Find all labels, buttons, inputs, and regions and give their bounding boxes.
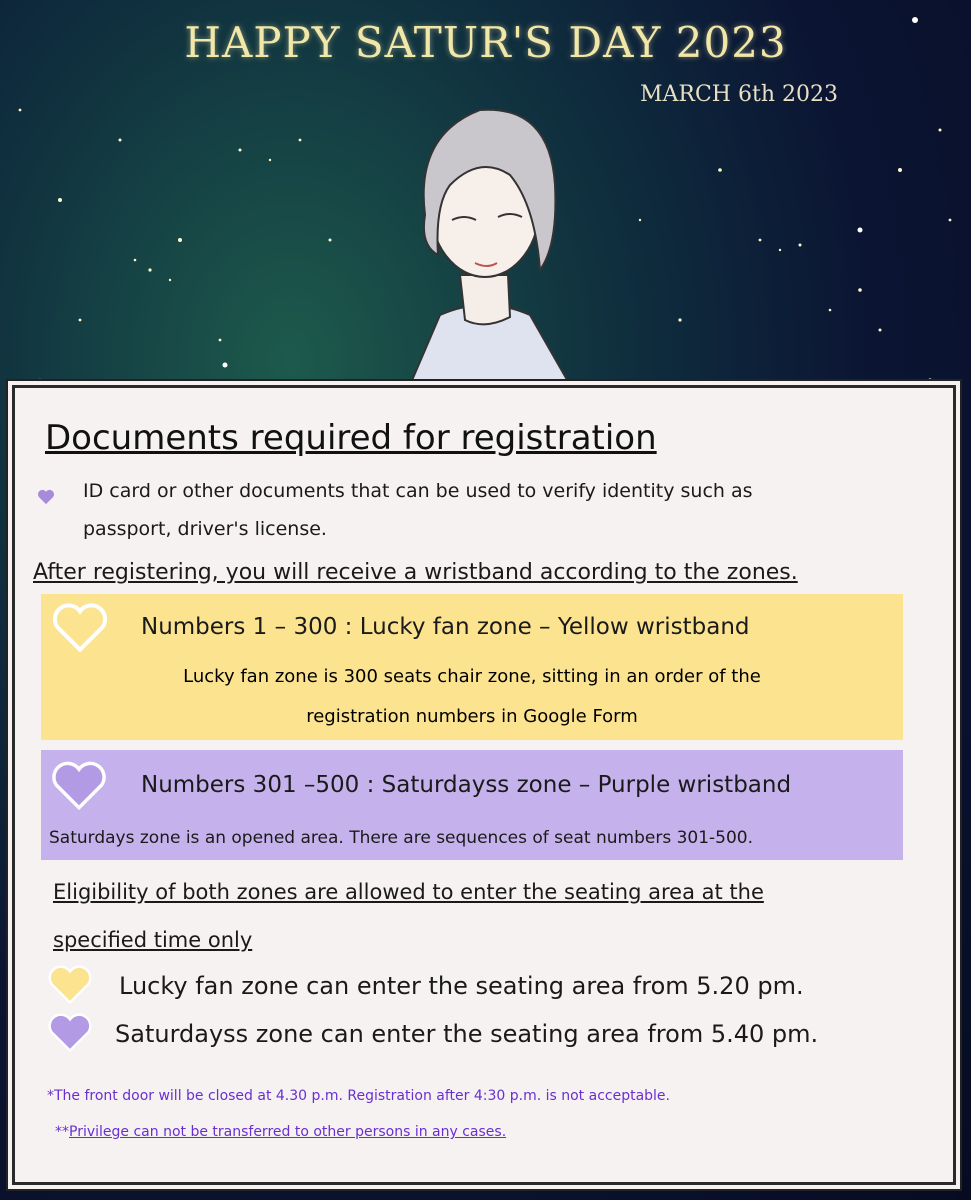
section-heading: Documents required for registration bbox=[45, 418, 657, 458]
registration-info-card bbox=[12, 385, 956, 1185]
purple-heart-icon bbox=[45, 1012, 95, 1054]
lucky-zone-panel bbox=[41, 594, 903, 740]
after-registering-text: After registering, you will receive a wristband according to the zones. bbox=[33, 560, 798, 585]
yellow-heart-icon bbox=[45, 964, 95, 1006]
lucky-zone-desc-1: Lucky fan zone is 300 seats chair zone, sitting in an order of the bbox=[183, 666, 761, 687]
saturdayss-zone-desc: Saturdays zone is an opened area. There are sequences of seat numbers 301-500. bbox=[49, 828, 754, 848]
lucky-zone-title: Numbers 1 – 300 : Lucky fan zone – Yellow wristband bbox=[141, 614, 750, 640]
door-closing-note: *The front door will be closed at 4.30 p.m. Registration after 4:30 p.m. is not acceptable. bbox=[47, 1088, 670, 1104]
saturdayss-zone-title: Numbers 301 –500 : Saturdayss zone – Purple wristband bbox=[141, 772, 792, 798]
page-title: HAPPY SATUR'S DAY 2023 bbox=[184, 18, 787, 67]
purple-heart-icon bbox=[49, 760, 109, 812]
privilege-note-prefix: ** bbox=[55, 1124, 69, 1140]
portrait-illustration bbox=[380, 95, 590, 385]
lucky-entry-time: Lucky fan zone can enter the seating area from 5.20 pm. bbox=[119, 972, 804, 1000]
eligibility-line-1: Eligibility of both zones are allowed to enter the seating area at the bbox=[53, 880, 764, 904]
saturdayss-entry-time: Saturdayss zone can enter the seating area from 5.40 pm. bbox=[115, 1020, 819, 1048]
event-date: MARCH 6th 2023 bbox=[640, 82, 838, 107]
heart-icon bbox=[37, 489, 55, 505]
privilege-note-text: Privilege can not be transferred to other persons in any cases. bbox=[69, 1124, 507, 1140]
privilege-note bbox=[55, 1124, 506, 1140]
lucky-zone-desc-2: registration numbers in Google Form bbox=[306, 706, 638, 727]
saturdayss-zone-panel bbox=[41, 750, 903, 860]
eligibility-line-2: specified time only bbox=[53, 928, 253, 952]
yellow-heart-icon bbox=[49, 602, 111, 654]
document-line-1: ID card or other documents that can be used to verify identity such as bbox=[83, 480, 753, 502]
document-line-2: passport, driver's license. bbox=[83, 518, 327, 540]
